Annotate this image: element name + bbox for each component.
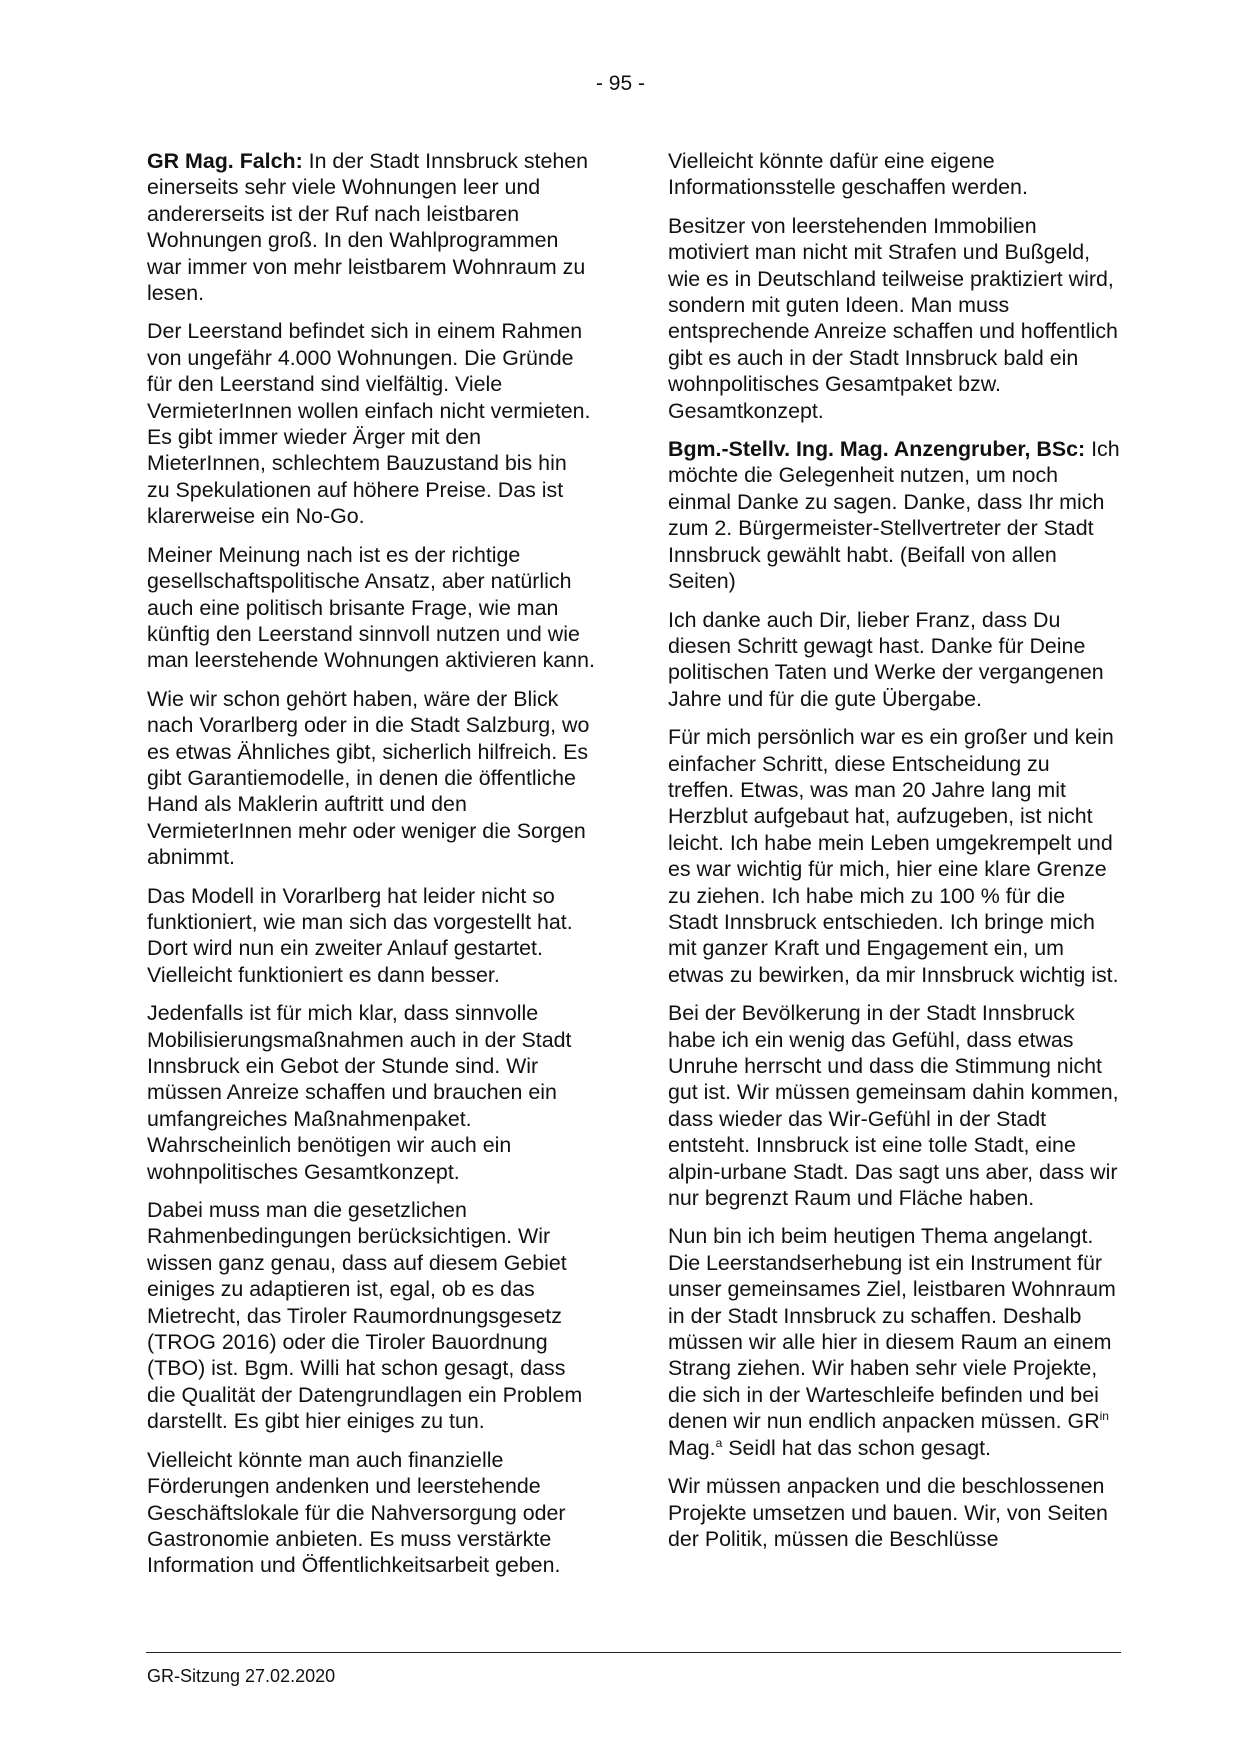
paragraph-anzengruber-intro [668,436,1120,594]
footer-session-date: GR-Sitzung 27.02.2020 [147,1666,336,1686]
footer-divider [146,1652,1121,1653]
paragraph-falch-intro [147,148,595,306]
paragraph-text: Mag. [668,1435,716,1460]
paragraph: Ich danke auch Dir, lieber Franz, dass Du diesen Schritt gewagt hast. Danke für Deine politischen Taten und Werke der vergangenen Jahre und für die gute Übergabe. [668,607,1104,711]
paragraph: Für mich persönlich war es ein großer und kein einfacher Schritt, diese Entscheidung zu treffen. Etwas, was man 20 Jahre lang mit Herzblut aufgebaut hat, aufzugeben, ist nicht leicht. Ich habe mein Leben umgekrempelt und es war wichtig für mich, hier eine klare Grenze zu ziehen. Ich habe mich zu 100 % für die Stadt Innsbruck entschieden. Ich bringe mich mit ganzer Kraft und Engagement ein, um etwas zu bewirken, da mir Innsbruck wichtig ist. [668,725,1119,987]
speaker-name: Bgm.-Stellv. Ing. Mag. Anzengruber, BSc: [668,437,1086,462]
paragraph: Vielleicht könnte man auch finanzielle Förderungen andenken und leerstehende Geschäftslokale für die Nahversorgung oder Gastronomie anbieten. Es muss verstärkte Information und Öffentlichkeitsarbeit geben. [147,1447,566,1578]
page-number: - 95 - [595,72,645,95]
left-column [147,148,595,1591]
superscript: in [1099,1409,1109,1424]
paragraph-text: In der Stadt Innsbruck stehen einerseits sehr viele Wohnungen leer und andererseits ist der Ruf nach leistbaren Wohnungen groß. In den Wahlprogrammen war immer von mehr leistbarem Wohnraum zu lesen. [147,149,589,306]
paragraph: Wir müssen anpacken und die beschlossenen Projekte umsetzen und bauen. Wir, von Seiten der Politik, müssen die Beschlüsse [668,1474,1108,1551]
speaker-name: GR Mag. Falch: [147,149,303,173]
paragraph: Wie wir schon gehört haben, wäre der Blick nach Vorarlberg oder in die Stadt Salzburg, wo es etwas Ähnliches gibt, sicherlich hilfreich. Es gibt Garantiemodelle, in denen die öffentliche Hand als Maklerin auftritt und den VermieterInnen mehr oder weniger die Sorgen abnimmt. [147,686,590,870]
paragraph: Dabei muss man die gesetzlichen Rahmenbedingungen berücksichtigen. Wir wissen ganz genau, dass auf diesem Gebiet einiges zu adaptieren ist, egal, ob es das Mietrecht, das Tiroler Raumordnungsgesetz (TROG 2016) oder die Tiroler Bauordnung (TBO) ist. Bgm. Willi hat schon gesagt, dass die Qualität der Datengrundlagen ein Problem darstellt. Es gibt hier einiges zu tun. [147,1198,583,1434]
paragraph: Vielleicht könnte dafür eine eigene Informationsstelle geschaffen werden. [668,149,1028,200]
paragraph-text: Seidl hat das schon gesagt. [722,1435,992,1460]
paragraph: Besitzer von leerstehenden Immobilien motiviert man nicht mit Strafen und Bußgeld, wie es in Deutschland teilweise praktiziert wird, sondern mit guten Ideen. Man muss entsprechende Anreize schaffen und hoffentlich gibt es auch in der Stadt Innsbruck bald ein wohnpolitisches Gesamtpaket bzw. Gesamtkonzept. [668,213,1118,423]
right-column [668,148,1120,1564]
paragraph: Das Modell in Vorarlberg hat leider nicht so funktioniert, wie man sich das vorgestellt hat. Dort wird nun ein zweiter Anlauf gestartet. Vielleicht funktioniert es dann besser. [147,883,573,987]
paragraph: Jedenfalls ist für mich klar, dass sinnvolle Mobilisierungsmaßnahmen auch in der Stadt Innsbruck ein Gebot der Stunde sind. Wir müssen Anreize schaffen und brauchen ein umfangreiches Maßnahmenpaket. Wahrscheinlich benötigen wir auch ein wohnpolitisches Gesamtkonzept. [147,1001,572,1184]
paragraph [668,1223,1120,1461]
paragraph-text: Nun bin ich beim heutigen Thema angelangt. Die Leerstandserhebung ist ein Instrument für unser gemeinsames Ziel, leistbaren Wohnraum in der Stadt Innsbruck zu schaffen. Deshalb müssen wir alle hier in diesem Raum an einem Strang ziehen. Wir haben sehr viele Projekte, die sich in der Warteschleife befinden und bei denen wir nun endlich anpacken müssen. GR [668,1224,1116,1434]
superscript: a [715,1435,723,1450]
paragraph: Der Leerstand befindet sich in einem Rahmen von ungefähr 4.000 Wohnungen. Die Gründe für den Leerstand sind vielfältig. Viele VermieterInnen wollen einfach nicht vermieten. Es gibt immer wieder Ärger mit den MieterInnen, schlechtem Bauzustand bis hin zu Spekulationen auf höhere Preise. Das ist klarerweise ein No-Go. [147,319,591,529]
paragraph: Bei der Bevölkerung in der Stadt Innsbruck habe ich ein wenig das Gefühl, dass etwas Unruhe herrscht und dass die Stimmung nicht gut ist. Wir müssen gemeinsam dahin kommen, dass wieder das Wir-Gefühl in der Stadt entsteht. Innsbruck ist eine tolle Stadt, eine alpin-urbane Stadt. Das sagt uns aber, dass wir nur begrenzt Raum und Fläche haben. [668,1001,1119,1211]
paragraph: Meiner Meinung nach ist es der richtige gesellschaftspolitische Ansatz, aber natürlich auch eine politisch brisante Frage, wie man künftig den Leerstand sinnvoll nutzen und wie man leerstehende Wohnungen aktivieren kann. [147,542,595,673]
paragraph-text: Ich möchte die Gelegenheit nutzen, um noch einmal Danke zu sagen. Danke, dass Ihr mich zum 2. Bürgermeister-Stellvertreter der Stadt Innsbruck gewählt habt. (Beifall von allen Seiten) [668,437,1120,594]
